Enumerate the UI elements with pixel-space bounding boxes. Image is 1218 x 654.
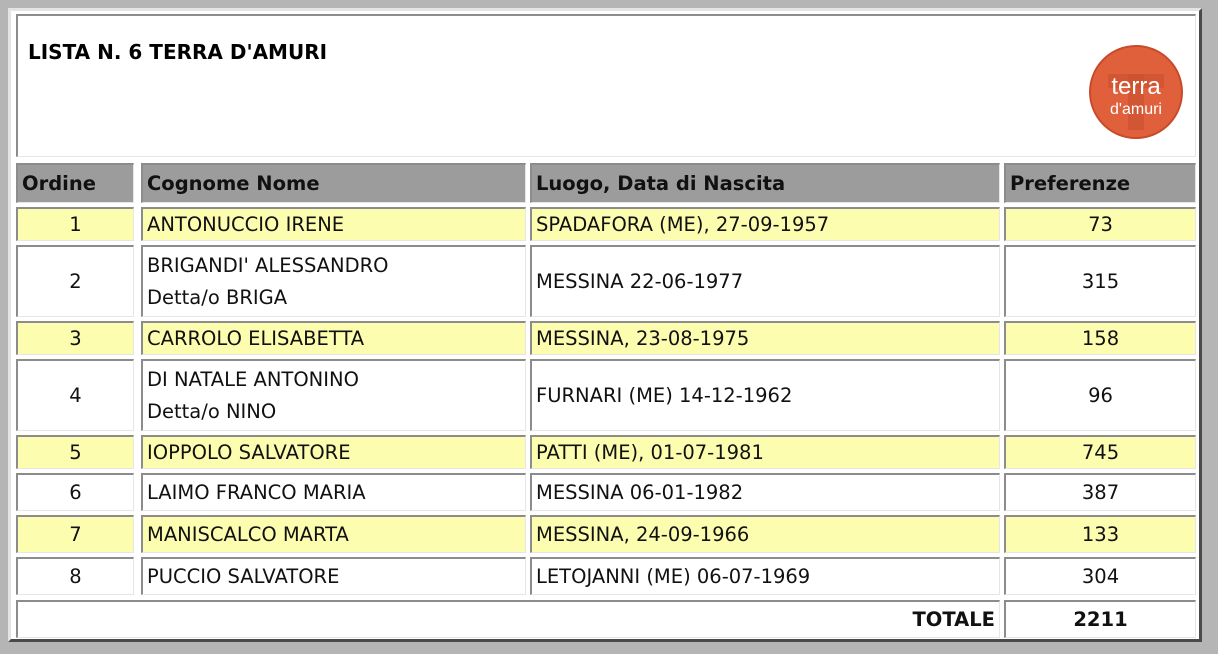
row-8-preferenze: 304 xyxy=(1004,557,1196,595)
row-4-luogo: FURNARI (ME) 14-12-1962 xyxy=(530,359,1000,431)
row-1-luogo: SPADAFORA (ME), 27-09-1957 xyxy=(530,207,1000,241)
row-2-luogo: MESSINA 22-06-1977 xyxy=(530,245,1000,317)
row-5-nome: IOPPOLO SALVATORE xyxy=(141,435,526,469)
row-7-ordine: 7 xyxy=(16,515,134,553)
totale-value: 2211 xyxy=(1004,600,1196,638)
row-4-nome: DI NATALE ANTONINO xyxy=(147,367,359,391)
header-luogo-data: Luogo, Data di Nascita xyxy=(530,163,1000,203)
page-title: LISTA N. 6 TERRA D'AMURI xyxy=(28,40,328,64)
logo-line1: terra xyxy=(1111,73,1161,100)
row-2-nome-cell xyxy=(141,245,526,317)
row-5-ordine: 5 xyxy=(16,435,134,469)
row-6-nome: LAIMO FRANCO MARIA xyxy=(141,473,526,511)
row-8-nome: PUCCIO SALVATORE xyxy=(141,557,526,595)
logo-line2: d'amuri xyxy=(1110,101,1162,118)
row-4-preferenze: 96 xyxy=(1004,359,1196,431)
row-6-preferenze: 387 xyxy=(1004,473,1196,511)
row-7-luogo: MESSINA, 24-09-1966 xyxy=(530,515,1000,553)
header-cognome-nome: Cognome Nome xyxy=(141,163,526,203)
row-4-ordine: 4 xyxy=(16,359,134,431)
row-6-luogo: MESSINA 06-01-1982 xyxy=(530,473,1000,511)
row-1-preferenze: 73 xyxy=(1004,207,1196,241)
row-5-luogo: PATTI (ME), 01-07-1981 xyxy=(530,435,1000,469)
header-ordine: Ordine xyxy=(16,163,134,203)
row-3-ordine: 3 xyxy=(16,321,134,355)
row-8-luogo: LETOJANNI (ME) 06-07-1969 xyxy=(530,557,1000,595)
row-3-nome: CARROLO ELISABETTA xyxy=(141,321,526,355)
totale-label: TOTALE xyxy=(16,600,1000,638)
row-1-nome: ANTONUCCIO IRENE xyxy=(141,207,526,241)
header-preferenze: Preferenze xyxy=(1004,163,1196,203)
row-4-nome-cell xyxy=(141,359,526,431)
row-7-preferenze: 133 xyxy=(1004,515,1196,553)
title-cell xyxy=(16,14,1196,157)
row-2-nome: BRIGANDI' ALESSANDRO xyxy=(147,253,389,277)
row-1-ordine: 1 xyxy=(16,207,134,241)
row-8-ordine: 8 xyxy=(16,557,134,595)
row-3-luogo: MESSINA, 23-08-1975 xyxy=(530,321,1000,355)
row-5-preferenze: 745 xyxy=(1004,435,1196,469)
row-4-nome-detta: Detta/o NINO xyxy=(147,399,277,423)
row-2-preferenze: 315 xyxy=(1004,245,1196,317)
row-7-nome: MANISCALCO MARTA xyxy=(141,515,526,553)
row-3-preferenze: 158 xyxy=(1004,321,1196,355)
row-6-ordine: 6 xyxy=(16,473,134,511)
row-2-nome-detta: Detta/o BRIGA xyxy=(147,285,288,309)
terra-damuri-logo xyxy=(1088,44,1184,140)
row-2-ordine: 2 xyxy=(16,245,134,317)
